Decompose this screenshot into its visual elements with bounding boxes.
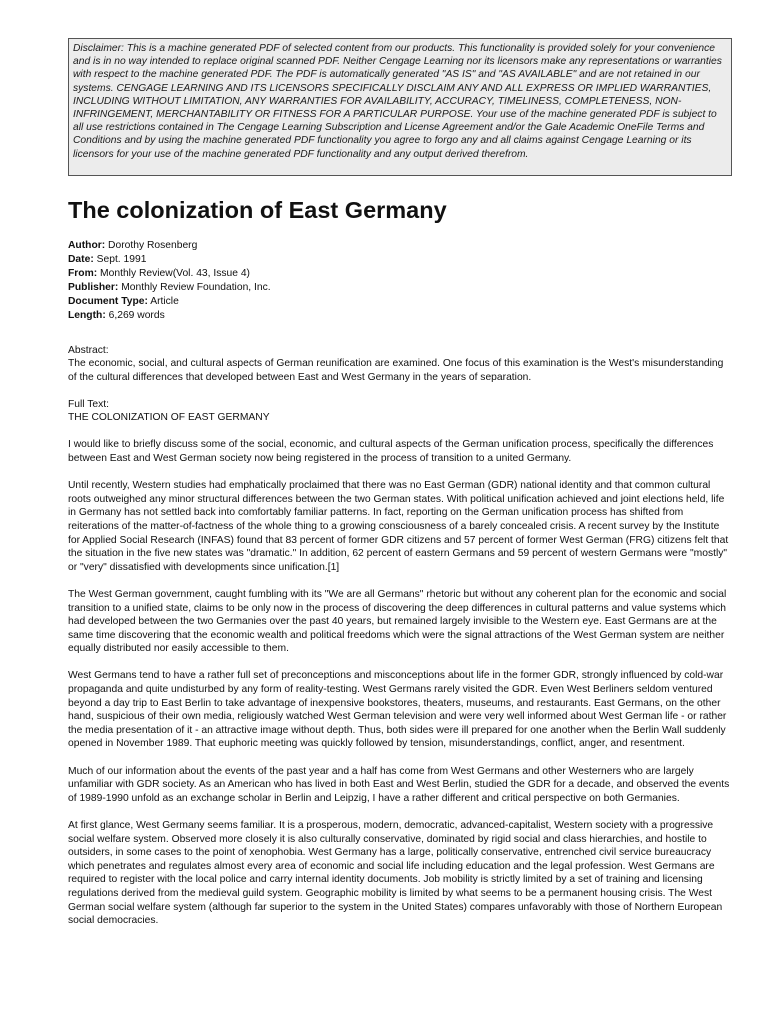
- meta-publisher-value: Monthly Review Foundation, Inc.: [121, 281, 271, 293]
- abstract-text: The economic, social, and cultural aspects of German reunification are examined. One focus of this examination is the West's misunderstanding of the cultural differences that developed between East and West Germany in the years of separation.: [68, 358, 724, 384]
- meta-author-value: Dorothy Rosenberg: [108, 239, 198, 251]
- meta-document-type-label: Document Type:: [68, 295, 148, 307]
- meta-length-label: Length:: [68, 309, 106, 321]
- body-paragraph: I would like to briefly discuss some of the social, economic, and cultural aspects of the German unification process, specifically the differences between East and West German society now being registered in the process of transition to a united Germany.: [68, 439, 714, 464]
- meta-author-label: Author:: [68, 239, 106, 251]
- body-paragraph: At first glance, West Germany seems familiar. It is a prosperous, modern, democratic, advanced-capitalist, Western society with a progressive social welfare system. Observed more closely it is also culturally conservative, dominated by rigid social and class hierarchies, and hostile to outsiders, in some cases to the point of xenophobia. West Germany has a large, politically conservative, entrenched civil service bureaucracy which penetrates and regulates almost every area of economic and social life including education and the legal profession. West Germans are required to register with the local police and carry internal identity documents. Job mobility is strictly limited by a set of training and licensing regulations derived from the medieval guild system. Geographic mobility is limited by what seems to be a permanent housing crisis. The West German social welfare system (although far superior to the system in the United States) compares unfavorably with those of Northern European social democracies.: [68, 820, 723, 927]
- meta-length: [68, 309, 732, 323]
- meta-from: [68, 267, 732, 281]
- meta-date: [68, 253, 732, 267]
- meta-publisher-label: Publisher:: [68, 281, 119, 293]
- body-paragraph: Much of our information about the events of the past year and a half has come from West Germans and other Westerners who are largely unfamiliar with GDR society. As an American who has lived in both East and West Berlin, studied the GDR for a decade, and observed the events of 1989-1990 unfold as an exchange scholar in Berlin and Leipzig, I have a rather different and critical perspective on both Germanies.: [68, 765, 730, 804]
- body-paragraph: West Germans tend to have a rather full set of preconceptions and misconceptions about life in the former GDR, strongly influenced by cold-war propaganda and quite undisturbed by any form of reality-testing. West Germans rarely visited the GDR. Even West Berliners seldom ventured beyond a day trip to East Berlin to take advantage of inexpensive bookstores, theaters, museums, and restaurants. East Germans, on the other hand, suspicious of their own media, religiously watched West German television and were very well informed about West German life - or rather the media presentation of it - an attractive image without depth. Thus, both sides were ill prepared for one another when the Berlin Wall suddenly opened in November 1989. That euphoric meeting was quickly followed by tension, misunderstandings, conflict, anger, and resentment.: [68, 670, 727, 750]
- fulltext-heading: THE COLONIZATION OF EAST GERMANY: [68, 412, 270, 424]
- meta-date-value: Sept. 1991: [96, 253, 147, 265]
- document-page: [68, 38, 732, 928]
- meta-document-type: [68, 295, 732, 309]
- article-metadata: [68, 239, 732, 323]
- meta-author: [68, 239, 732, 253]
- disclaimer-text: Disclaimer: This is a machine generated PDF of selected content from our products. This functionality is provided solely for your convenience and is in no way intended to replace original scanned PDF. Neither Cengage Learning nor its licensors make any representations or warranties with respect to the machine generated PDF. The PDF is automatically generated "AS IS" and "AS AVAILABLE" and are not retained in our systems. CENGAGE LEARNING AND ITS LICENSORS SPECIFICALLY DISCLAIM ANY AND ALL EXPRESS OR IMPLIED WARRANTIES, INCLUDING WITHOUT LIMITATION, ANY WARRANTIES FOR AVAILABILITY, ACCURACY, TIMELINESS, COMPLETENESS, NON-INFRINGEMENT, MERCHANTABILITY OR FITNESS FOR A PARTICULAR PURPOSE. Your use of the machine generated PDF is subject to all use restrictions contained in The Cengage Learning Subscription and License Agreement and/or the Gale Academic OneFile Terms and Conditions and by using the machine generated PDF functionality you agree to forgo any and all claims against Cengage Learning or its licensors for your use of the machine generated PDF functionality and any output derived therefrom.: [73, 43, 722, 160]
- meta-from-label: From:: [68, 267, 98, 279]
- body-paragraph: The West German government, caught fumbling with its "We are all Germans" rhetoric but without any coherent plan for the economic and social transition to a unified state, claims to be only now in the process of discovering the deep differences in cultural patterns and value systems which had developed between the two Germanies over the past 40 years, but remained largely invisible to the Western eye. East Germans are at the same time discovering that the economic wealth and political freedoms which were the signal attractions of the West German system are neither equally distributed nor easily accessible to them.: [68, 588, 727, 655]
- meta-date-label: Date:: [68, 253, 94, 265]
- meta-document-type-value: Article: [150, 295, 179, 307]
- meta-publisher: [68, 281, 732, 295]
- fulltext-label: Full Text:: [68, 398, 110, 410]
- body-paragraph: Until recently, Western studies had emphatically proclaimed that there was no East German (GDR) national identity and that common cultural roots outweighed any minor structural differences between the two German states. With political unification achieved and joint elections held, life in Germany has not settled back into comfortably familiar patterns. In fact, reporting on the German unification process has shifted from reiterations of the matter-of-factness of the whole thing to a growing consciousness of a barely concealed crisis. A recent survey by the Institute for Applied Social Research (INFAS) found that 83 percent of former GDR citizens and 57 percent of former West German (FRG) citizens felt that the situation in the five new states was "dramatic." In addition, 62 percent of eastern Germans and 59 percent of western Germans were "mostly" or "very" dissatisfied with developments since unification.[1]: [68, 480, 729, 573]
- article-title: The colonization of East Germany: [68, 196, 447, 223]
- disclaimer-box: [68, 38, 732, 176]
- meta-length-value: 6,269 words: [108, 309, 165, 321]
- abstract-label: Abstract:: [68, 344, 109, 356]
- meta-from-value: Monthly Review(Vol. 43, Issue 4): [100, 267, 250, 279]
